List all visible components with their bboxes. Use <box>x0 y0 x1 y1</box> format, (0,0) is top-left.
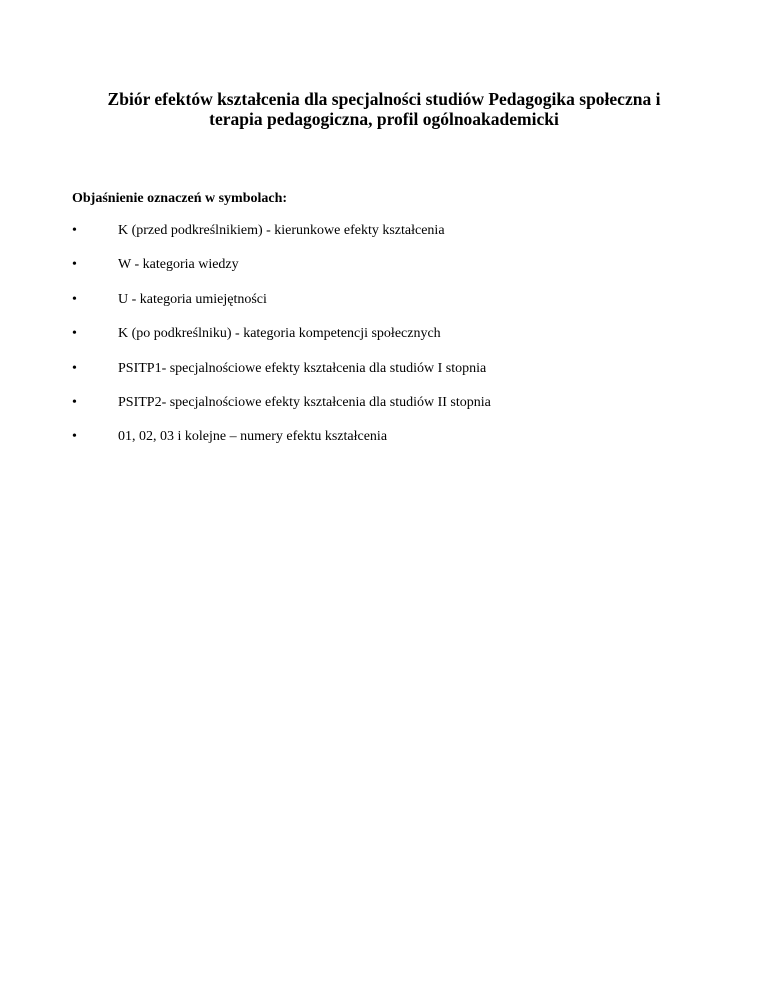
bullet-icon: • <box>72 223 77 238</box>
legend-item-text: U - kategoria umiejętności <box>118 291 267 307</box>
bullet-icon: • <box>72 291 77 307</box>
bullet-icon: • <box>72 257 77 273</box>
legend-item-text: W - kategoria wiedzy <box>118 257 239 273</box>
legend-item-text: 01, 02, 03 i kolejne – numery efektu kształcenia <box>118 429 388 445</box>
bullet-icon: • <box>72 360 77 376</box>
document-title <box>72 89 696 129</box>
bullet-icon: • <box>72 394 77 410</box>
bullet-icon: • <box>72 326 77 342</box>
legend-item-text: PSITP2- specjalnościowe efekty kształcenia dla studiów II stopnia <box>118 394 491 410</box>
legend-item-text: K (przed podkreślnikiem) - kierunkowe efekty kształcenia <box>118 223 445 238</box>
bullet-icon: • <box>72 429 77 445</box>
document-title-line-2: terapia pedagogiczna, profil ogólnoakademicki <box>209 109 559 129</box>
legend-item-text: K (po podkreślniku) - kategoria kompetencji społecznych <box>118 326 441 342</box>
symbols-legend-heading: Objaśnienie oznaczeń w symbolach: <box>72 191 288 206</box>
document-title-line-1: Zbiór efektów kształcenia dla specjalności studiów Pedagogika społeczna i <box>107 89 661 109</box>
legend-item-text: PSITP1- specjalnościowe efekty kształcenia dla studiów I stopnia <box>118 360 487 376</box>
